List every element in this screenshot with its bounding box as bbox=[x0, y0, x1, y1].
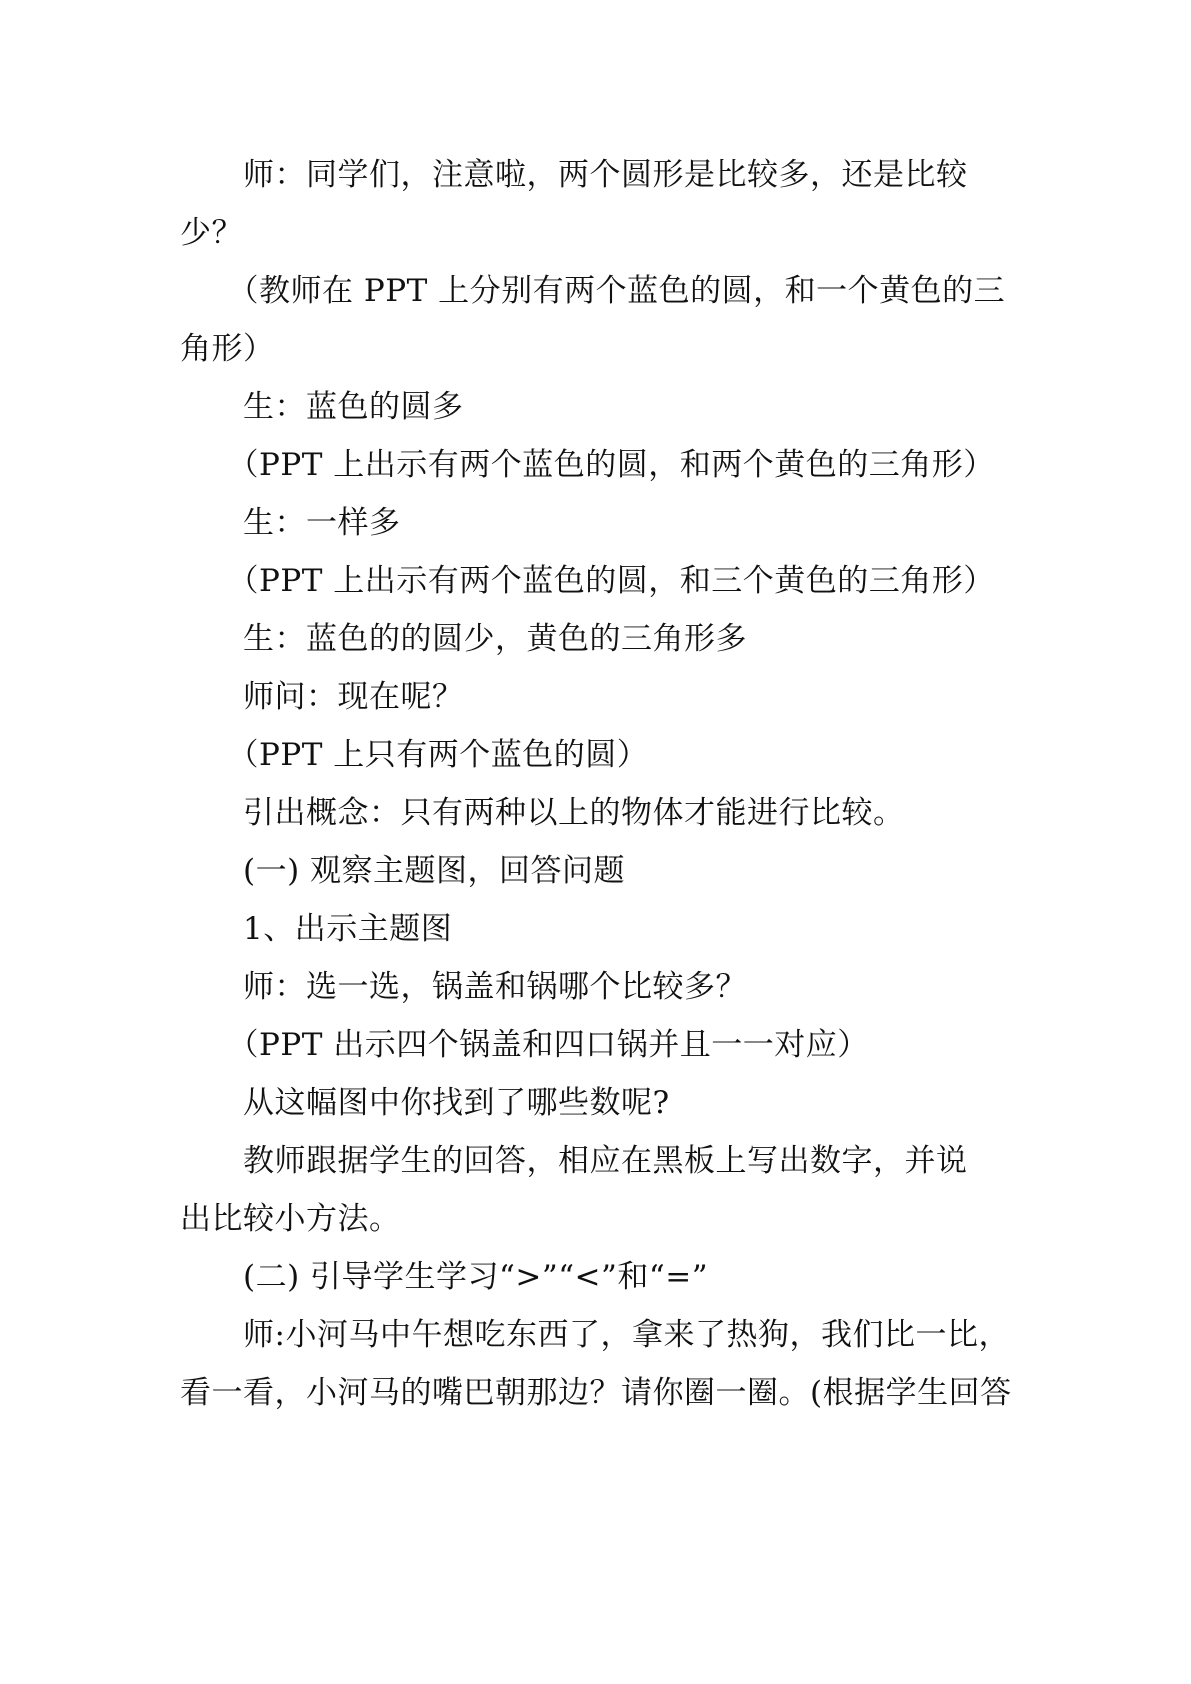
paragraph-line: 师：选一选，锅盖和锅哪个比较多？ bbox=[180, 969, 747, 1005]
paragraph-line: 少？ bbox=[180, 215, 243, 251]
paragraph-line: 角形） bbox=[180, 331, 275, 367]
paragraph-line: （教师在 PPT 上分别有两个蓝色的圆，和一个黄色的三 bbox=[180, 273, 1006, 309]
paragraph-line: 师：同学们，注意啦，两个圆形是比较多，还是比较 bbox=[180, 157, 968, 193]
paragraph-line: （PPT 上出示有两个蓝色的圆，和三个黄色的三角形） bbox=[180, 563, 995, 599]
paragraph-line: 师:小河马中午想吃东西了，拿来了热狗，我们比一比， bbox=[180, 1317, 1010, 1353]
section-heading: (二) 引导学生学习“>”“<”和“=” bbox=[180, 1259, 709, 1295]
section-heading: (一) 观察主题图，回答问题 bbox=[180, 853, 626, 889]
paragraph-line: 1、出示主题图 bbox=[180, 911, 453, 947]
paragraph-line: 教师跟据学生的回答，相应在黑板上写出数字，并说 bbox=[180, 1143, 968, 1179]
paragraph-line: （PPT 上只有两个蓝色的圆） bbox=[180, 737, 649, 773]
paragraph-line: 生：蓝色的的圆少，黄色的三角形多 bbox=[180, 621, 747, 657]
paragraph-line: 看一看，小河马的嘴巴朝那边？请你圈一圈。(根据学生回答 bbox=[180, 1375, 1012, 1411]
paragraph-line: 生：蓝色的圆多 bbox=[180, 389, 464, 425]
paragraph-line: 从这幅图中你找到了哪些数呢? bbox=[180, 1085, 670, 1121]
paragraph-line: 生：一样多 bbox=[180, 505, 401, 541]
paragraph-line: 师问：现在呢？ bbox=[180, 679, 464, 715]
paragraph-line: 引出概念：只有两种以上的物体才能进行比较。 bbox=[180, 795, 905, 831]
paragraph-line: （PPT 上出示有两个蓝色的圆，和两个黄色的三角形） bbox=[180, 447, 995, 483]
paragraph-line: 出比较小方法。 bbox=[180, 1201, 401, 1237]
paragraph-line: （PPT 出示四个锅盖和四口锅并且一一对应） bbox=[180, 1027, 869, 1063]
